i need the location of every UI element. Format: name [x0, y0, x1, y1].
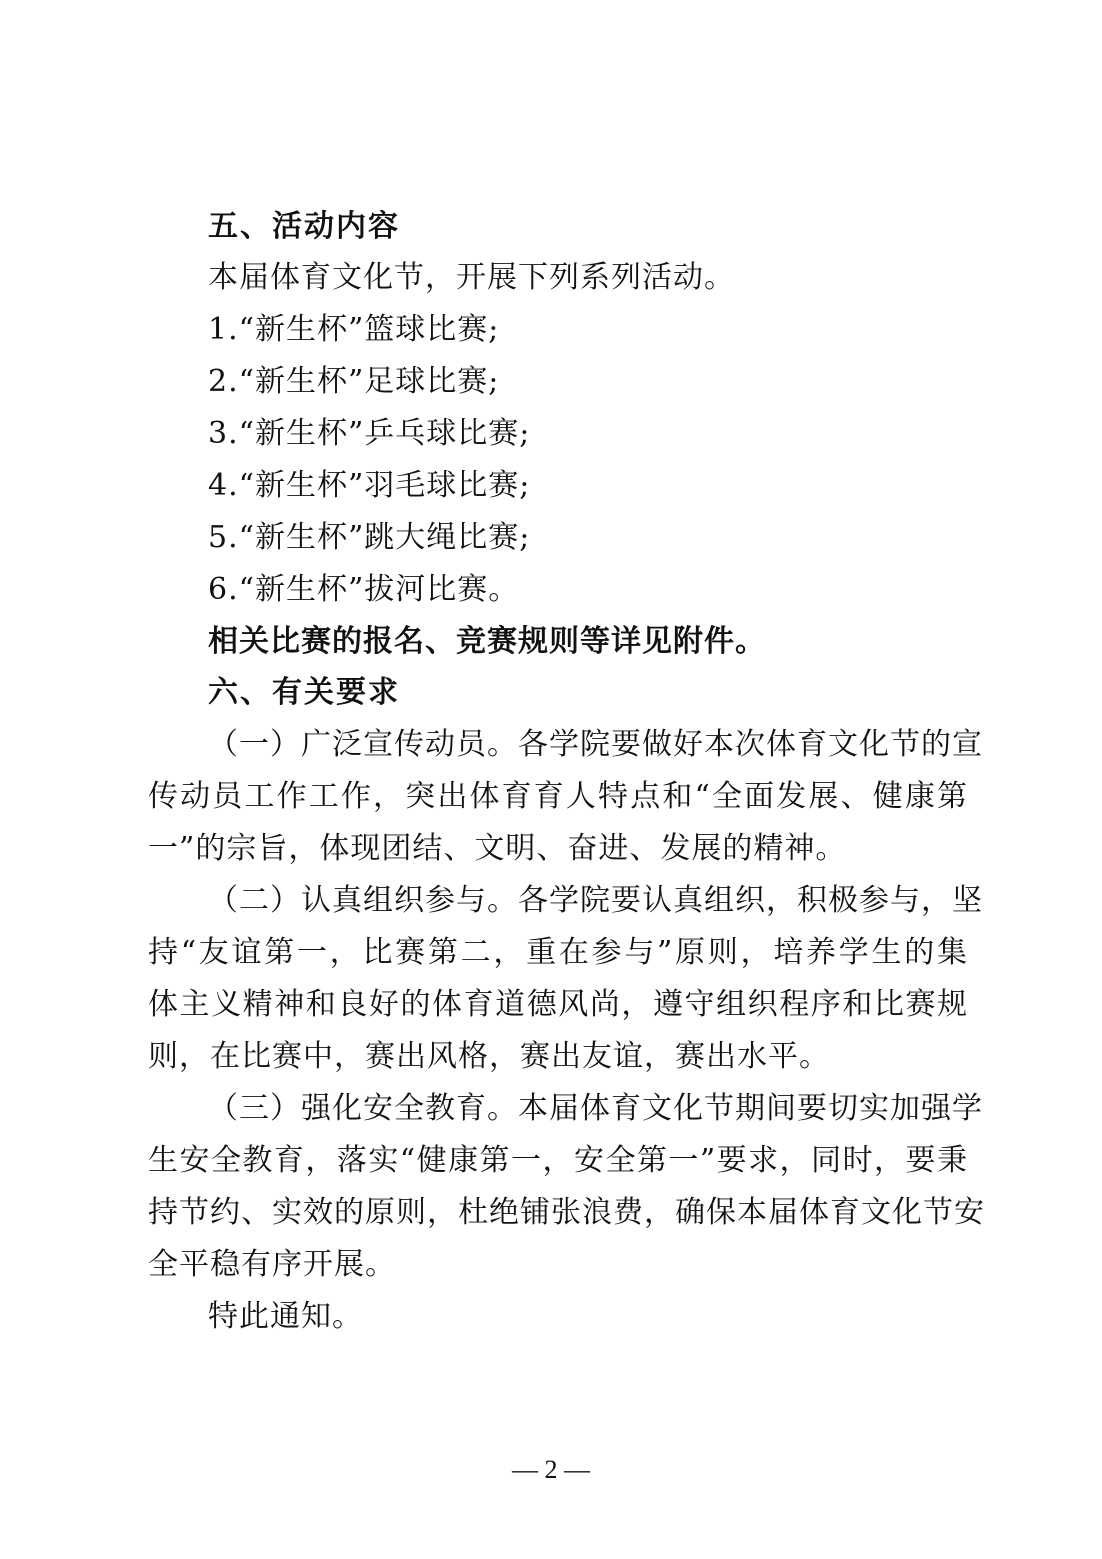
requirement-1-line: 一”的宗旨，体现团结、文明、奋进、发展的精神。 [148, 831, 847, 866]
section5-heading: 五、活动内容 [208, 209, 400, 244]
closing-text: 特此通知。 [208, 1299, 363, 1334]
activity-item: 1.“新生杯”篮球比赛; [208, 312, 500, 347]
requirement-3-line: 持节约、实效的原则，杜绝铺张浪费，确保本届体育文化节安 [148, 1195, 985, 1230]
requirement-1-line: （一）广泛宣传动员。各学院要做好本次体育文化节的宣 [208, 727, 983, 762]
attachment-note: 相关比赛的报名、竞赛规则等详见附件。 [208, 624, 766, 659]
section6-heading: 六、有关要求 [208, 675, 400, 710]
page-number: — 2 — [512, 1455, 590, 1484]
requirement-2-line: 则，在比赛中，赛出风格，赛出友谊，赛出水平。 [148, 1039, 830, 1074]
activity-item: 4.“新生杯”羽毛球比赛; [208, 468, 531, 503]
requirement-2-line: 体主义精神和良好的体育道德风尚，遵守组织程序和比赛规 [148, 987, 968, 1022]
requirement-3-line: 全平稳有序开展。 [148, 1247, 396, 1282]
requirement-3-line: （三）强化安全教育。本届体育文化节期间要切实加强学 [208, 1091, 983, 1126]
requirement-2-line: 持“友谊第一，比赛第二，重在参与”原则，培养学生的集 [148, 935, 968, 970]
activity-item: 5.“新生杯”跳大绳比赛; [208, 520, 531, 555]
activity-item: 6.“新生杯”拔河比赛。 [208, 572, 520, 607]
activity-item: 3.“新生杯”乒乓球比赛; [208, 416, 531, 451]
requirement-1-line: 传动员工作工作，突出体育育人特点和“全面发展、健康第 [148, 779, 968, 814]
requirement-3-line: 生安全教育，落实“健康第一，安全第一”要求，同时，要秉 [148, 1143, 968, 1178]
activity-item: 2.“新生杯”足球比赛; [208, 364, 500, 399]
requirement-2-line: （二）认真组织参与。各学院要认真组织，积极参与，坚 [208, 883, 983, 918]
section5-intro: 本届体育文化节，开展下列系列活动。 [208, 260, 735, 295]
